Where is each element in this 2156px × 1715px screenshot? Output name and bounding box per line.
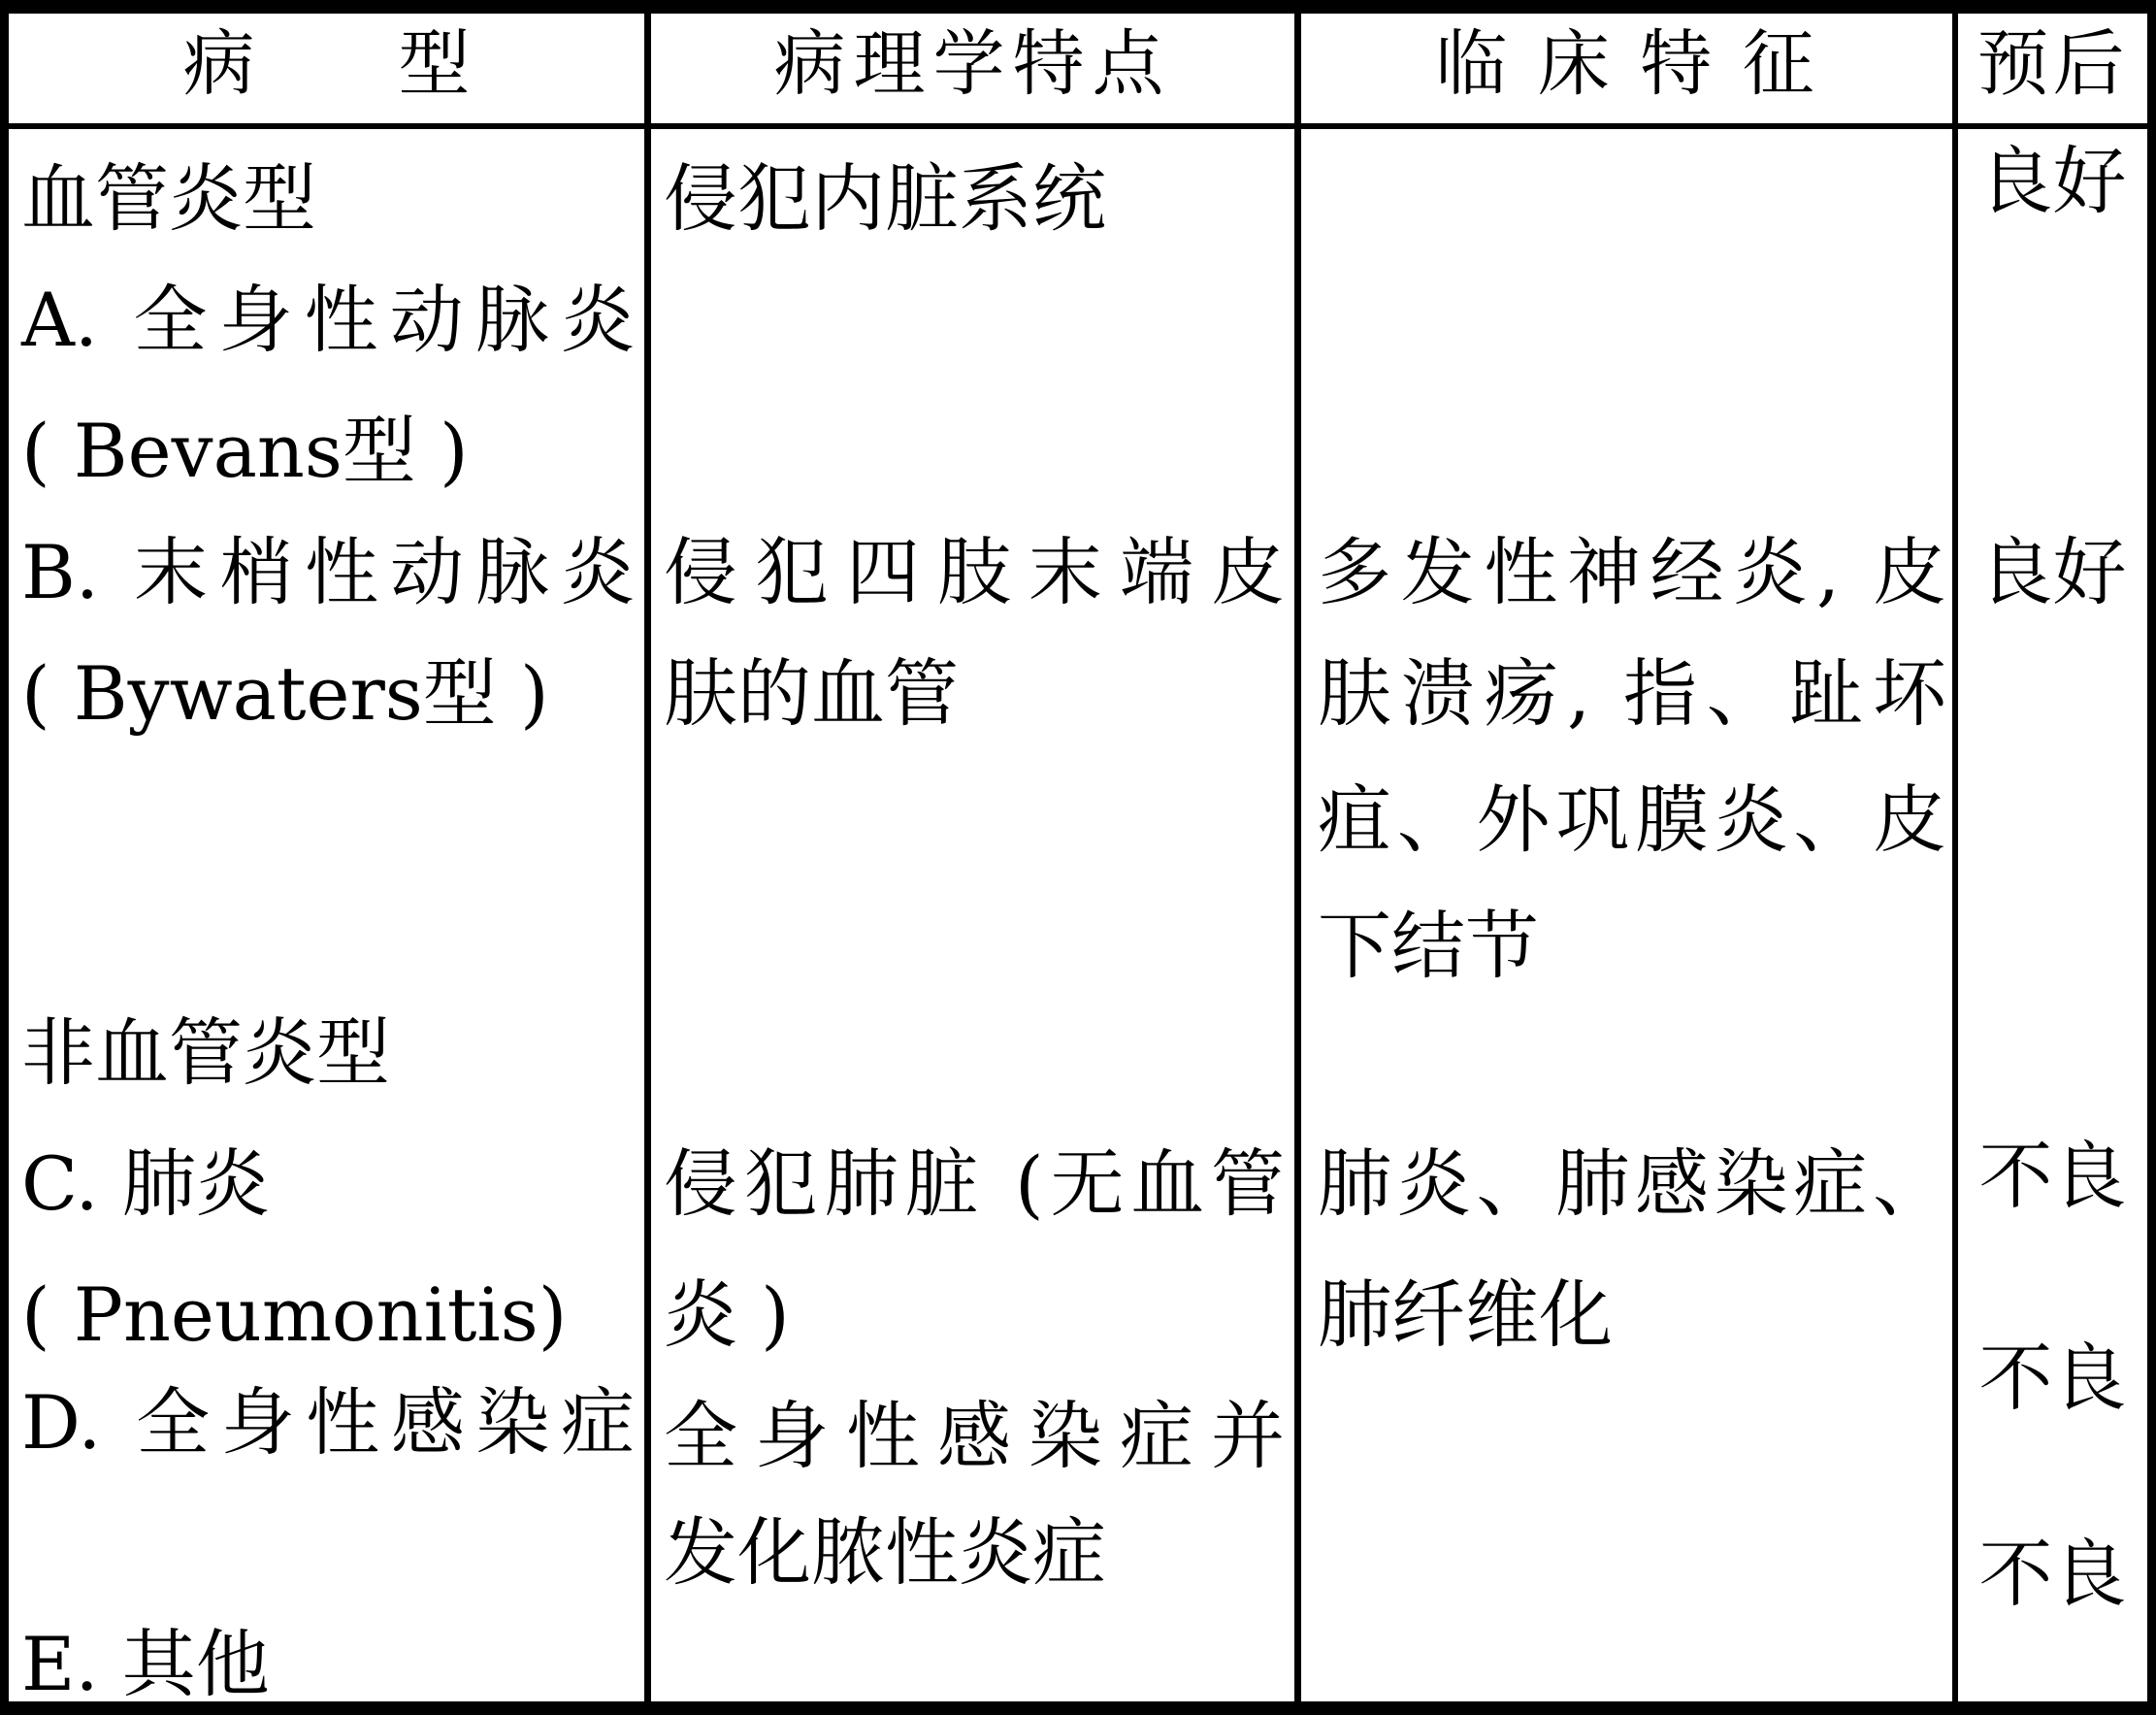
cell-line-prognosis: 不良 bbox=[1978, 1531, 2127, 1617]
cell-line-disease-type: ( Bevans型 ) bbox=[21, 408, 469, 494]
cell-line-clinical: 肺纤维化 bbox=[1318, 1271, 1613, 1358]
cell-line-clinical: 肺炎、肺感染症、 bbox=[1318, 1140, 1946, 1227]
table-border-left bbox=[0, 0, 9, 1715]
cell-line-disease-type: E. 其他 bbox=[21, 1621, 270, 1707]
column-rule-3 bbox=[1952, 0, 1958, 1715]
col-header-clinical: 临 床 特 征 bbox=[1435, 22, 1818, 106]
cell-line-disease-type: ( Bywaters型 ) bbox=[21, 650, 549, 737]
table-border-right bbox=[2147, 0, 2156, 1715]
cell-line-disease-type: C. 肺炎 bbox=[21, 1140, 270, 1227]
cell-line-pathology: 侵犯四肢末端皮 bbox=[664, 529, 1285, 615]
col-header-prognosis: 预后 bbox=[1976, 22, 2129, 106]
cell-line-pathology: 全身性感染症并 bbox=[664, 1393, 1285, 1479]
cell-line-clinical: 疽、外巩膜炎、皮 bbox=[1318, 776, 1946, 863]
cell-line-prognosis: 良好 bbox=[1978, 138, 2127, 224]
table-border-bottom bbox=[0, 1701, 2156, 1715]
cell-line-prognosis: 不良 bbox=[1978, 1133, 2127, 1219]
cell-line-clinical: 下结节 bbox=[1318, 903, 1539, 989]
header-separator-rule bbox=[0, 123, 2156, 129]
cell-line-pathology: 侵犯肺脏 (无血管 bbox=[664, 1140, 1285, 1227]
cell-line-disease-type: B. 末梢性动脉炎 bbox=[21, 529, 635, 615]
cell-line-pathology: 肤的血管 bbox=[664, 650, 959, 737]
cell-line-disease-type: D. 全身性感染症 bbox=[21, 1379, 635, 1466]
cell-line-pathology: 炎 ) bbox=[664, 1271, 790, 1358]
cell-line-disease-type: ( Pneumonitis) bbox=[21, 1271, 568, 1358]
cell-line-pathology: 侵犯内脏系统 bbox=[664, 155, 1106, 242]
cell-line-clinical: 肤溃疡, 指、趾坏 bbox=[1318, 650, 1946, 737]
cell-line-disease-type: 血管炎型 bbox=[21, 155, 316, 242]
col-header-disease-type: 病 型 bbox=[182, 22, 471, 106]
column-rule-1 bbox=[644, 0, 651, 1715]
cell-line-clinical: 多发性神经炎, 皮 bbox=[1318, 529, 1946, 615]
cell-line-prognosis: 不良 bbox=[1978, 1335, 2127, 1421]
column-rule-2 bbox=[1294, 0, 1301, 1715]
cell-line-pathology: 发化脓性炎症 bbox=[664, 1509, 1106, 1596]
cell-line-prognosis: 良好 bbox=[1978, 529, 2127, 615]
cell-line-disease-type: 非血管炎型 bbox=[21, 1009, 390, 1096]
col-header-pathology: 病理学特点 bbox=[773, 22, 1172, 106]
cell-line-disease-type: A. 全身性动脉炎 bbox=[21, 277, 635, 363]
